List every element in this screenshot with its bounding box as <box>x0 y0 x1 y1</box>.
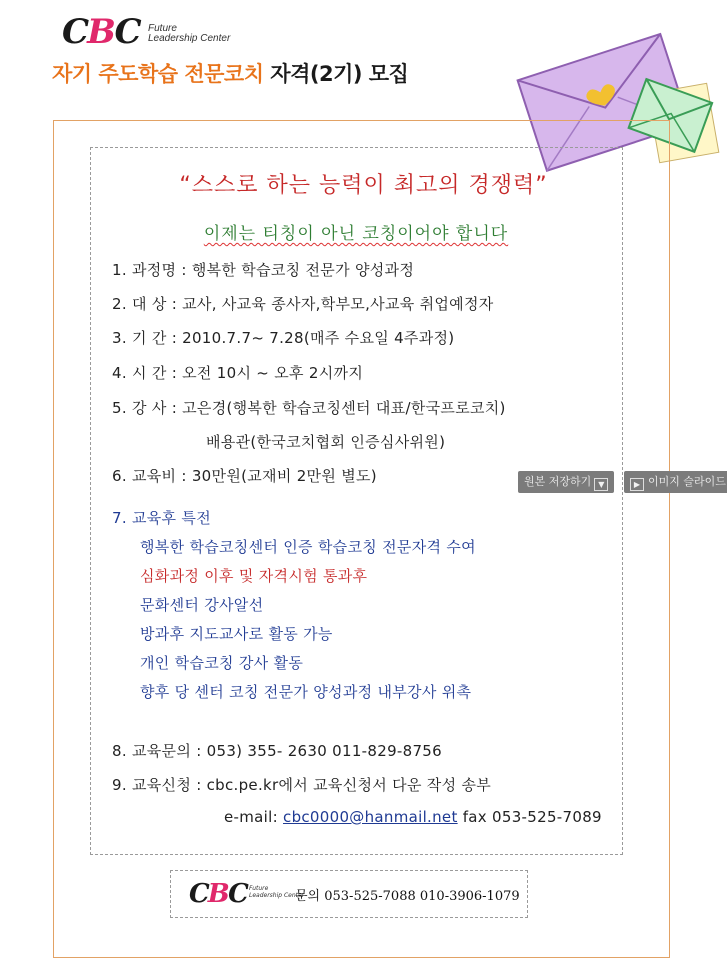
cbc-logo <box>62 14 232 50</box>
dropdown-icon: ▼ <box>594 478 608 491</box>
cbc-logo-letters: CBC <box>62 12 140 52</box>
item-instructor: 5. 강 사 : 고은경(행복한 학습코칭센터 대표/한국프로코치) <box>112 399 506 417</box>
benefit-item: 향후 당 센터 코칭 전문가 양성과정 내부강사 위촉 <box>140 683 472 701</box>
item-instructor-2: 배용관(한국코치협회 인증심사위원) <box>206 433 446 451</box>
benefit-item: 심화과정 이후 및 자격시험 통과후 <box>140 567 368 585</box>
image-slide-button[interactable]: ▶ 이미지 슬라이드 <box>624 471 727 493</box>
item-target: 2. 대 상 : 교사, 사교육 종사자,학부모,사교육 취업예정자 <box>112 295 494 313</box>
item-inquiry: 8. 교육문의 : 053) 355- 2630 011-829-8756 <box>112 742 442 760</box>
footer-contact: 문의 053-525-7088 010-3906-1079 <box>295 889 520 904</box>
email-label: e-mail: <box>224 808 284 826</box>
item-time: 4. 시 간 : 오전 10시 ~ 오후 2시까지 <box>112 364 364 382</box>
benefit-item: 개인 학습코칭 강사 활동 <box>140 654 304 672</box>
item-fee: 6. 교육비 : 30만원(교재비 2만원 별도) <box>112 467 377 485</box>
page-title <box>52 58 408 88</box>
footer-logo-tagline: Future Leadership Center <box>249 885 305 899</box>
item-benefits-heading: 7. 교육후 특전 <box>112 509 211 527</box>
email-link[interactable]: cbc0000@hanmail.net <box>283 808 458 826</box>
item-period: 3. 기 간 : 2010.7.7~ 7.28(매주 수요일 4주과정) <box>112 329 455 347</box>
play-icon: ▶ <box>630 478 644 491</box>
item-course-name: 1. 과정명 : 행복한 학습코칭 전문가 양성과정 <box>112 261 415 279</box>
page-title-sub: 자격(2기) 모집 <box>263 62 409 86</box>
save-original-button[interactable]: 원본 저장하기 ▼ <box>518 471 614 493</box>
footer-logo: CBC <box>189 879 247 909</box>
item-application: 9. 교육신청 : cbc.pe.kr에서 교육신청서 다운 작성 송부 <box>112 776 492 794</box>
cbc-logo-tagline: Future Leadership Center <box>148 23 231 44</box>
benefit-item: 방과후 지도교사로 활동 가능 <box>140 625 333 643</box>
headline-subtitle: 이제는 티칭이 아닌 코칭이어야 합니다 <box>203 224 509 244</box>
contact-email-line <box>224 808 602 826</box>
fax-text: fax 053-525-7089 <box>457 808 602 826</box>
benefit-item: 문화센터 강사알선 <box>140 596 264 614</box>
footer-contact-box <box>170 870 528 918</box>
page-title-main: 자기 주도학습 전문코치 <box>52 62 264 86</box>
headline-quote: “스스로 하는 능력이 최고의 경쟁력” <box>179 173 548 198</box>
benefit-item: 행복한 학습코칭센터 인증 학습코칭 전문자격 수여 <box>140 538 476 556</box>
